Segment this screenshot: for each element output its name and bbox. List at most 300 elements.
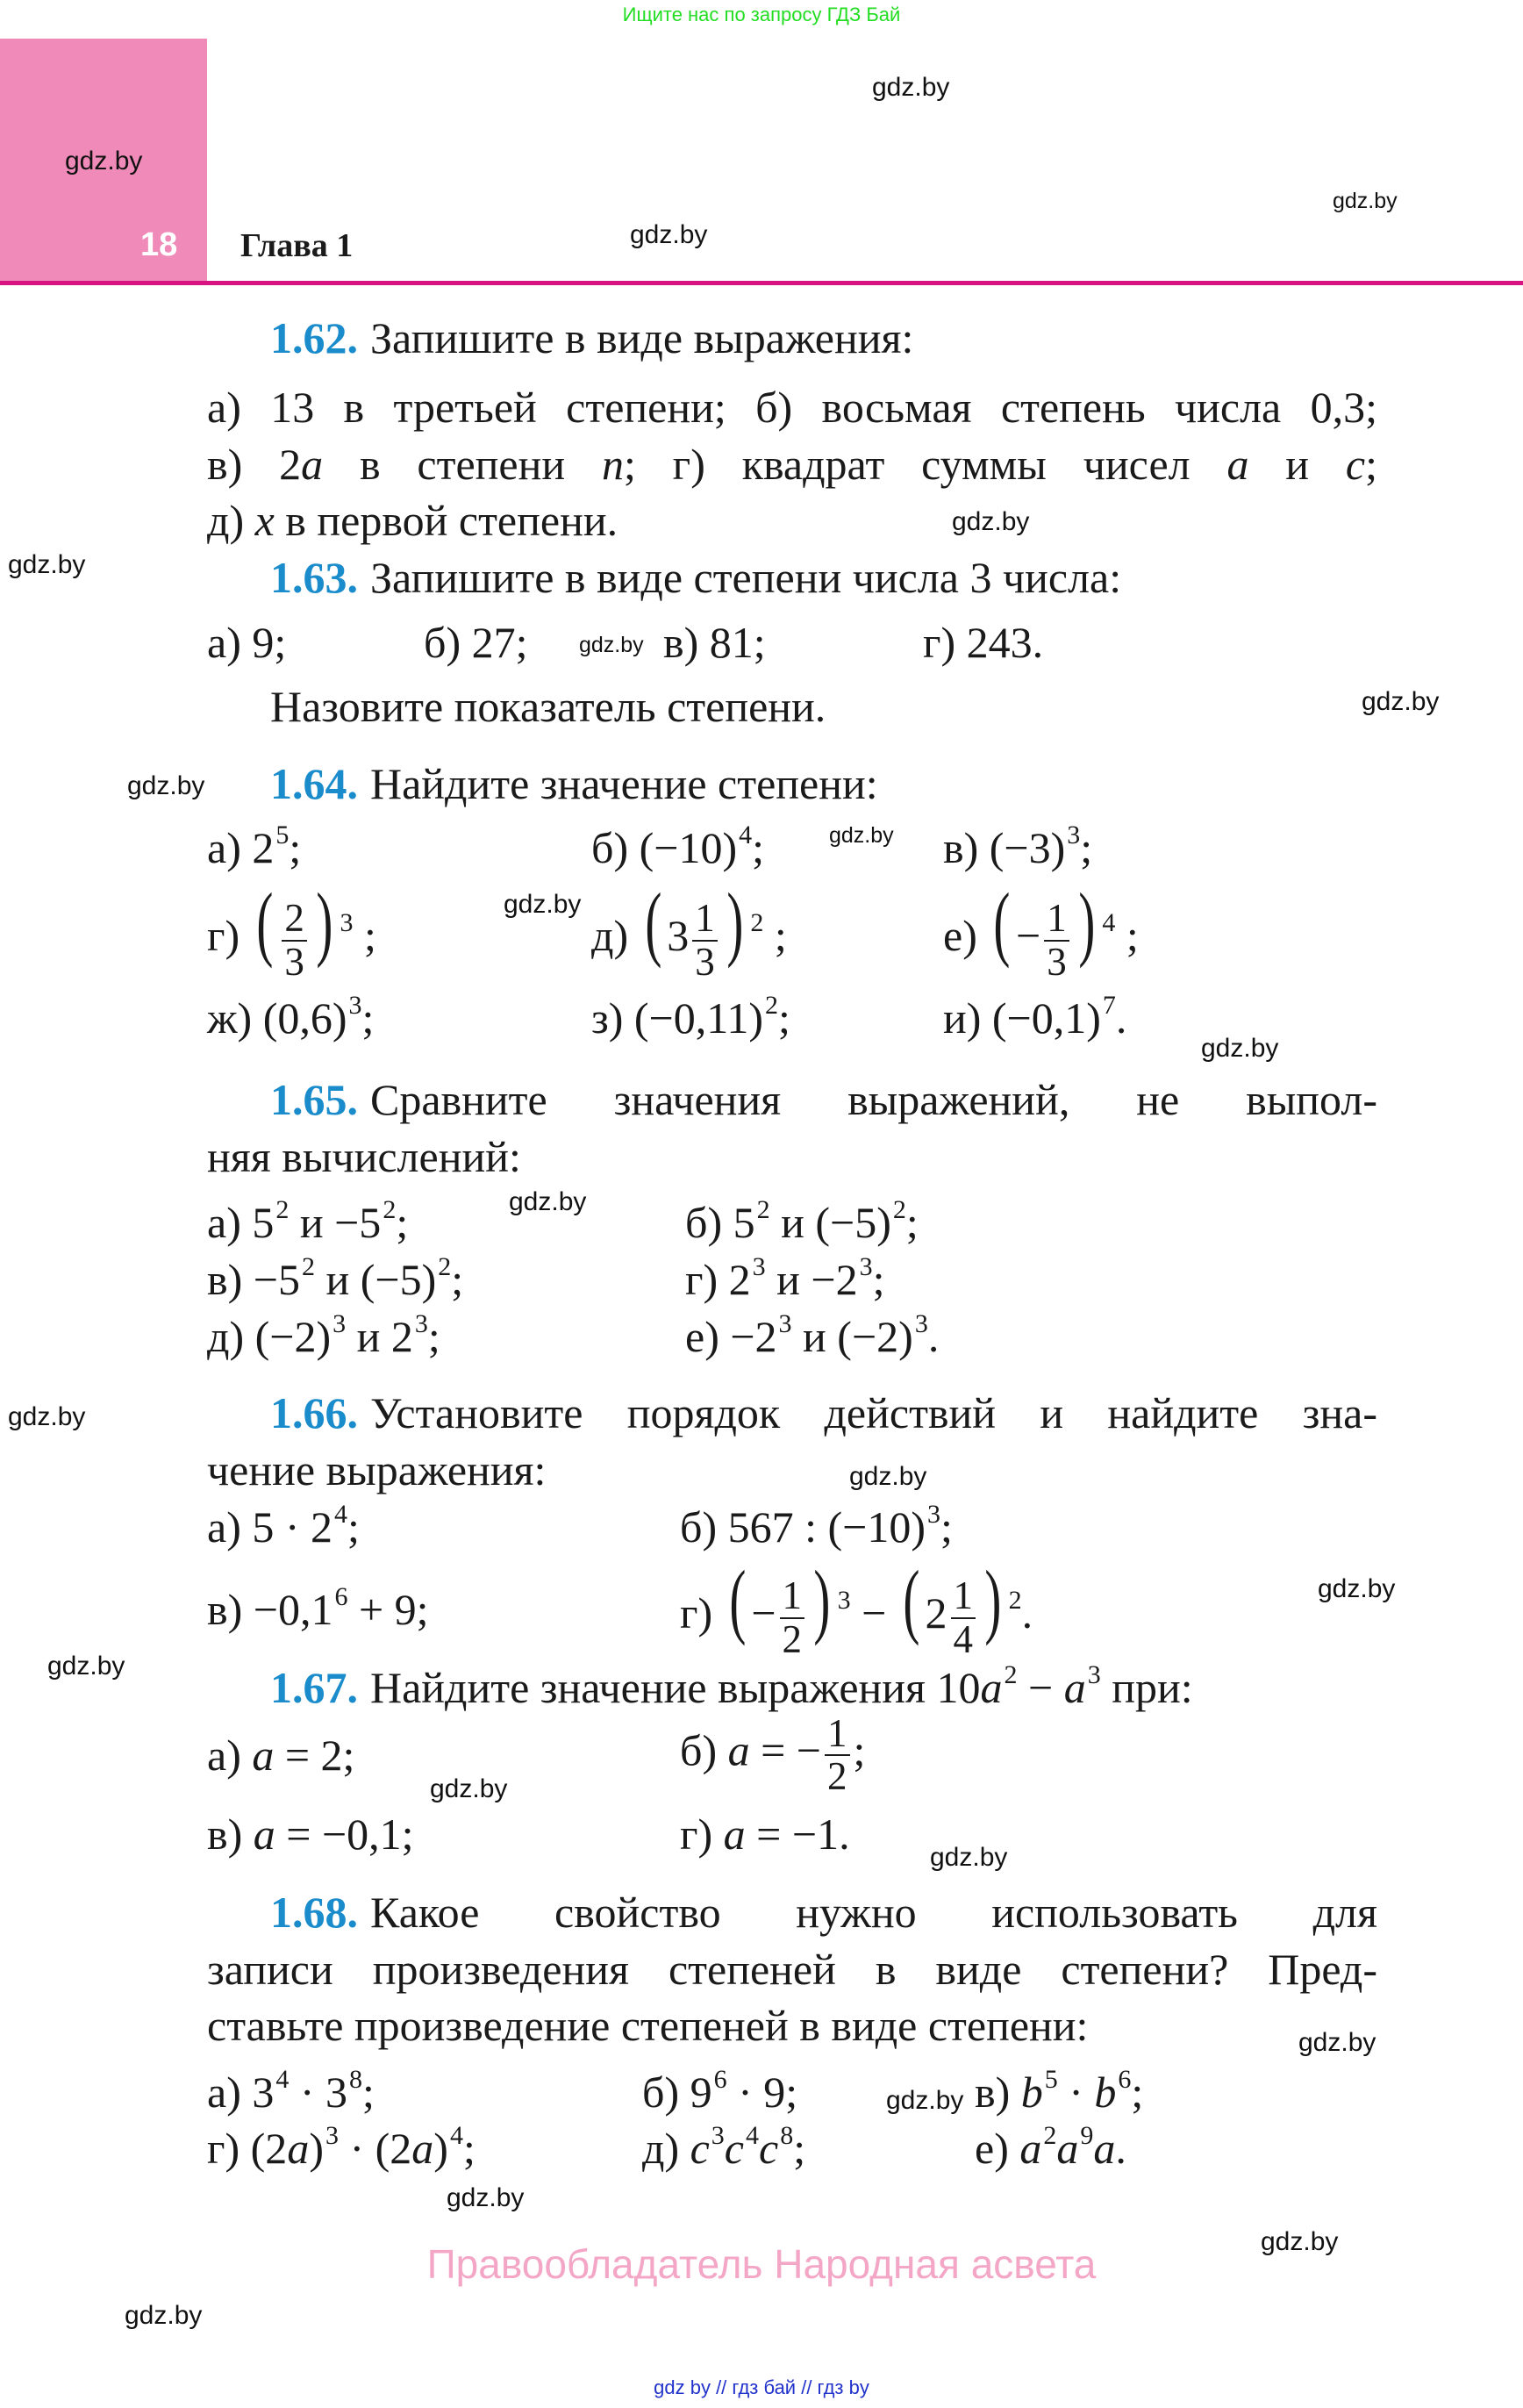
expression — [424, 612, 527, 673]
text-run: е) — [975, 2124, 1020, 2173]
text-run: е) — [943, 911, 989, 961]
text-run: в) — [975, 2068, 1021, 2117]
fraction — [825, 1710, 850, 1798]
exponent: 3 — [340, 907, 354, 937]
exercise-title-cont: няя вычислений: — [207, 1132, 521, 1181]
exponent: 2 — [275, 1194, 290, 1224]
text-run: з) (−0,11) — [591, 993, 764, 1043]
text-run: г) — [680, 1810, 724, 1859]
text-run: ; — [793, 2124, 806, 2173]
text-run: ) — [309, 2124, 324, 2173]
exponent: 2 — [383, 1194, 397, 1224]
text-run: г) — [680, 1588, 724, 1638]
denominator: 3 — [695, 939, 715, 984]
exercise-item — [975, 2118, 1126, 2179]
text-run: ; — [752, 823, 764, 872]
variable: a — [252, 1731, 275, 1780]
exercise-item — [943, 987, 1126, 1049]
exponent: 4 — [1102, 907, 1116, 937]
text-run: . — [1115, 2124, 1126, 2173]
fraction — [692, 898, 718, 983]
text-run: − — [850, 1588, 897, 1638]
expression — [975, 2061, 1143, 2123]
text-run: Найдите значение выражения 10 — [370, 1663, 981, 1712]
parenthesis: ( — [729, 1553, 746, 1647]
expression — [207, 490, 618, 551]
exercise-item — [680, 1496, 953, 1558]
watermark: gdz.by — [1318, 1574, 1396, 1603]
variable: a — [980, 1663, 1003, 1712]
exercise-item — [591, 987, 790, 1049]
exercise-item — [207, 1803, 414, 1865]
text-run: в) (−3) — [943, 823, 1066, 872]
text-run: и — [1248, 440, 1346, 489]
denominator: 3 — [1047, 939, 1067, 984]
fraction — [951, 1575, 976, 1660]
parenthesis: ) — [984, 1553, 1002, 1647]
text-run: и (−5) — [314, 1255, 437, 1304]
watermark: gdz.by — [1362, 687, 1440, 716]
watermark: gdz.by — [47, 1652, 125, 1681]
watermark: gdz.by — [952, 507, 1030, 536]
variable: a — [1063, 1663, 1086, 1712]
exponent: 3 — [926, 1499, 940, 1529]
text-run: ; — [872, 1255, 885, 1304]
page-number: 18 — [140, 226, 178, 263]
text-run: = − — [749, 1725, 821, 1775]
exercise-item — [207, 1306, 440, 1367]
text-run: ; — [396, 1198, 409, 1247]
text-run: ; — [361, 993, 375, 1043]
exponent: 2 — [1004, 1659, 1018, 1689]
text-run: ; — [1131, 2068, 1144, 2117]
parenthesis: ) — [813, 1553, 831, 1647]
text-run: д) — [591, 911, 640, 961]
expression — [207, 2118, 475, 2179]
denominator: 2 — [827, 1754, 847, 1798]
text-run: − — [751, 1588, 776, 1638]
text-run: а) 9; — [207, 618, 287, 667]
exercise-item — [642, 2118, 805, 2179]
text-run: в) −5 — [207, 1255, 300, 1304]
variable: a — [727, 1725, 750, 1775]
exercise-number: 1.68. — [270, 1888, 358, 1937]
text-run: б) 567 : (−10) — [680, 1502, 926, 1552]
text-run: а) 5 · 2 — [207, 1502, 332, 1552]
expression — [685, 1306, 939, 1367]
exponent: 3 — [325, 2120, 339, 2150]
watermark: gdz.by — [127, 771, 205, 800]
exercise-item — [207, 1579, 429, 1640]
copyright-owner: Правообладатель Народная асвета — [426, 2241, 1097, 2287]
text-run: ; — [289, 823, 302, 872]
exercise-item — [943, 876, 1139, 984]
parenthesis: ( — [993, 876, 1011, 970]
text-run: ; — [353, 911, 376, 961]
expression — [591, 876, 787, 984]
exercise-item — [685, 1306, 939, 1367]
exercise-title: Сравните значения выражений, не выпол- — [370, 1075, 1377, 1124]
parenthesis: ) — [316, 876, 333, 970]
exercise-item — [685, 1192, 919, 1253]
exercise-item — [207, 1496, 360, 1558]
expression — [591, 987, 790, 1049]
exponent: 3 — [1087, 1659, 1101, 1689]
variable: a — [411, 2124, 434, 2173]
expression — [685, 1249, 885, 1310]
expression — [370, 1659, 1193, 1712]
exponent: 3 — [332, 1308, 347, 1338]
header-divider — [0, 281, 1523, 285]
exponent: 2 — [756, 1194, 770, 1224]
exercise-item — [591, 876, 787, 984]
text-run: = −1. — [745, 1810, 850, 1859]
watermark: gdz.by — [125, 2301, 203, 2330]
text-run: · 3 — [289, 2068, 347, 2117]
exercise-title: Запишите в виде степени числа 3 числа: — [370, 553, 1122, 602]
watermark: gdz.by — [930, 1843, 1008, 1872]
exercise-line — [207, 434, 1377, 495]
variable: a — [723, 1810, 746, 1859]
text-run: ; — [1080, 823, 1093, 872]
chapter-title: Глава 1 — [240, 227, 354, 264]
exponent: 9 — [1080, 2120, 1094, 2150]
exercise-1-65-heading — [270, 1069, 1377, 1130]
text-run: б) 5 — [685, 1198, 755, 1247]
text-run: ) — [433, 2124, 448, 2173]
expression — [207, 1306, 440, 1367]
exercise-item — [923, 612, 1043, 673]
expression — [207, 876, 376, 984]
text-run: . — [1021, 1588, 1033, 1638]
exercise-item — [975, 2061, 1143, 2123]
watermark: gdz.by — [886, 2086, 964, 2115]
text-run: и) (−0,1) — [943, 993, 1101, 1043]
parenthesis: ) — [726, 876, 744, 970]
exercise-item — [642, 2061, 797, 2123]
text-run: + 9; — [347, 1585, 429, 1634]
exponent: 3 — [752, 1251, 766, 1281]
variable: c — [724, 2124, 744, 2173]
exercise-item — [207, 2061, 375, 2123]
text-run: − — [1017, 1663, 1064, 1712]
exponent: 7 — [1102, 990, 1116, 1020]
text-run: ; — [362, 2068, 375, 2117]
text-run: и −5 — [289, 1198, 382, 1247]
expression — [685, 1192, 919, 1253]
watermark: gdz.by — [504, 890, 582, 919]
exercise-1-62-heading — [0, 307, 1523, 369]
text-run: а) — [207, 1731, 253, 1780]
numerator: 1 — [951, 1575, 976, 1618]
exponent: 6 — [1118, 2064, 1132, 2094]
fraction — [780, 1575, 805, 1660]
exercise-title — [370, 1657, 1193, 1718]
text-run: г) 2 — [685, 1255, 751, 1304]
expression — [207, 1249, 463, 1310]
watermark: gdz.by — [447, 2183, 525, 2212]
exponent: 4 — [275, 2064, 290, 2094]
numerator: 2 — [282, 898, 307, 941]
exponent: 3 — [859, 1251, 873, 1281]
exponent: 8 — [349, 2064, 362, 2094]
exponent: 3 — [914, 1308, 928, 1338]
exponent: 2 — [750, 907, 764, 937]
exercise-item — [207, 1249, 463, 1310]
exponent: 4 — [746, 2120, 759, 2150]
expression — [923, 612, 1043, 673]
text-run: д) (−2) — [207, 1312, 332, 1361]
exponent: 8 — [780, 2120, 794, 2150]
text-run: б) 27; — [424, 618, 528, 667]
numerator: 1 — [780, 1575, 805, 1618]
exercise-item — [680, 1553, 1033, 1661]
variable: a — [1056, 2124, 1079, 2173]
text-run: ; — [427, 1312, 440, 1361]
variable: a — [1019, 2124, 1042, 2173]
expression — [680, 1496, 953, 1558]
variable: c — [690, 2124, 710, 2173]
exponent: 4 — [739, 820, 753, 849]
expression — [680, 1803, 850, 1865]
exercise-item — [207, 612, 286, 673]
exercise-note: Назовите показатель степени. — [270, 682, 826, 731]
text-run: г) 243. — [923, 618, 1044, 667]
exponent: 2 — [1008, 1585, 1022, 1615]
exercise-item — [663, 612, 766, 673]
text-run: ; — [1115, 911, 1139, 961]
exercise-item — [207, 876, 376, 984]
exponent: 5 — [275, 820, 290, 849]
watermark: gdz.by — [430, 1774, 508, 1803]
text-run: · (2 — [338, 2124, 412, 2173]
fraction — [1044, 898, 1069, 983]
text-run: ; — [778, 993, 790, 1043]
expression — [943, 876, 1139, 984]
watermark: gdz.by — [8, 1402, 86, 1431]
expression — [207, 1724, 354, 1786]
exercise-line — [207, 490, 618, 551]
expression — [207, 1192, 408, 1253]
exercise-number: 1.66. — [270, 1388, 358, 1437]
exercise-item — [591, 817, 764, 878]
watermark: gdz.by — [1201, 1034, 1279, 1063]
parenthesis: ( — [256, 876, 273, 970]
exercise-item — [680, 1803, 850, 1865]
expression — [680, 1553, 1033, 1661]
text-run: при: — [1100, 1663, 1193, 1712]
expression — [591, 817, 764, 878]
expression — [207, 2061, 375, 2123]
watermark: gdz.by — [1298, 2028, 1376, 2057]
exercise-number: 1.62. — [270, 313, 358, 362]
watermark: gdz.by — [849, 1462, 927, 1491]
parenthesis: ( — [903, 1553, 920, 1647]
exponent: 5 — [1044, 2064, 1058, 2094]
expression — [207, 987, 374, 1049]
text-run: а) 3 — [207, 2068, 275, 2117]
text-run: г) (2 — [207, 2124, 288, 2173]
text-run: = 2; — [274, 1731, 355, 1780]
watermark: gdz.by — [1261, 2227, 1339, 2256]
text-run: и −2 — [765, 1255, 858, 1304]
exponent: 2 — [765, 990, 779, 1020]
exercise-line — [207, 376, 1377, 438]
exercise-title-cont: чение выражения: — [207, 1445, 547, 1494]
exponent: 3 — [1067, 820, 1081, 849]
variable: x — [254, 496, 275, 545]
fraction — [282, 898, 307, 983]
variable: b — [1094, 2068, 1117, 2117]
variable: a — [287, 2124, 310, 2173]
exponent: 2 — [1043, 2120, 1057, 2150]
text-run: и (−2) — [791, 1312, 913, 1361]
variable: c — [759, 2124, 779, 2173]
parenthesis: ( — [644, 876, 661, 970]
exponent: 6 — [713, 2064, 727, 2094]
text-run: а) 5 — [207, 1198, 275, 1247]
text-run: ; — [1365, 440, 1377, 489]
text-run: г) — [207, 911, 251, 961]
exercise-item — [680, 1710, 866, 1798]
expression — [975, 2118, 1126, 2179]
variable: a — [1093, 2124, 1116, 2173]
expression — [642, 2061, 797, 2123]
text-run: − — [1015, 911, 1041, 961]
expression — [207, 817, 301, 878]
exercise-title: Установите порядок действий и найдите зна- — [370, 1388, 1377, 1437]
text-run: ж) (0,6) — [207, 993, 347, 1043]
exercise-1-64-heading — [0, 753, 1523, 814]
numerator: 1 — [825, 1713, 850, 1756]
text-run: а) 13 в третьей степени; б) восьмая степень числа 0,3; — [207, 383, 1377, 432]
exercise-item — [207, 1724, 354, 1786]
exponent: 3 — [778, 1308, 792, 1338]
text-run: 3 — [667, 911, 690, 961]
expression — [663, 612, 766, 673]
text-run: = −0,1; — [275, 1810, 414, 1859]
text-run: ; г) квадрат суммы чисел — [623, 440, 1227, 489]
expression — [943, 987, 1126, 1049]
watermark: gdz.by — [579, 633, 644, 657]
expression — [943, 817, 1092, 878]
exercise-item — [943, 817, 1092, 878]
text-run: · — [1057, 2068, 1095, 2117]
watermark: gdz.by — [8, 550, 86, 579]
expression — [207, 1803, 414, 1865]
exponent: 3 — [414, 1308, 428, 1338]
watermark: gdz.by — [829, 823, 894, 848]
exercise-number: 1.64. — [270, 759, 358, 808]
watermark: gdz.by — [872, 73, 950, 102]
watermark: gdz.by — [65, 147, 143, 176]
exercise-title: Какое свойство нужно использовать для — [370, 1888, 1377, 1937]
exponent: 6 — [334, 1581, 348, 1611]
parenthesis: ) — [1078, 876, 1095, 970]
exponent: 2 — [438, 1251, 452, 1281]
variable: n — [601, 440, 624, 489]
expression — [207, 1496, 360, 1558]
denominator: 2 — [782, 1616, 803, 1661]
text-run: ; — [763, 911, 787, 961]
exercise-item — [207, 817, 301, 878]
variable: a — [253, 1810, 275, 1859]
exercise-number: 1.63. — [270, 553, 358, 602]
variable: c — [1345, 440, 1366, 489]
text-run: а) 2 — [207, 823, 275, 872]
text-run: б) — [680, 1725, 728, 1775]
text-run: . — [927, 1312, 940, 1361]
exponent: 3 — [348, 990, 362, 1020]
variable: b — [1020, 2068, 1043, 2117]
exercise-title: Найдите значение степени: — [370, 759, 878, 808]
watermark: gdz.by — [1333, 189, 1398, 213]
exponent: 3 — [711, 2120, 725, 2150]
variable: a — [301, 440, 324, 489]
expression — [207, 1579, 429, 1640]
text-run: д) — [642, 2124, 690, 2173]
text-run: и (−5) — [769, 1198, 891, 1247]
text-run: . — [1115, 993, 1127, 1043]
numerator: 1 — [1044, 898, 1069, 941]
text-run: и 2 — [346, 1312, 413, 1361]
exponent: 4 — [334, 1499, 347, 1529]
exercise-number: 1.65. — [270, 1075, 358, 1124]
text-run: в) 81; — [663, 618, 766, 667]
denominator: 4 — [953, 1616, 973, 1661]
exercise-item — [207, 987, 374, 1049]
text-run: в первой степени. — [274, 496, 618, 545]
watermark: gdz.by — [509, 1187, 587, 1216]
search-hint-banner: Ищите нас по запросу ГДЗ Бай — [622, 4, 901, 25]
exercise-title-cont: ставьте произведение степеней в виде степени: — [207, 2001, 1089, 2050]
expression — [207, 612, 286, 673]
text-run: ; — [451, 1255, 464, 1304]
text-run: ; — [853, 1725, 866, 1775]
exercise-number: 1.67. — [270, 1663, 358, 1712]
numerator: 1 — [692, 898, 718, 941]
exercise-item — [207, 1192, 408, 1253]
text-run: д) — [207, 496, 255, 545]
exercise-1-66-heading — [270, 1382, 1377, 1444]
text-run: в степени — [323, 440, 602, 489]
text-run: в) −0,1 — [207, 1585, 333, 1634]
exercise-item — [207, 2118, 475, 2179]
exercise-1-68-heading — [270, 1881, 1377, 1943]
expression — [680, 1710, 866, 1798]
text-run: в) 2 — [207, 440, 302, 489]
text-run: ; — [905, 1198, 919, 1247]
text-run: б) (−10) — [591, 823, 738, 872]
exercise-1-63-heading — [0, 547, 1523, 608]
exercise-1-67-heading — [0, 1657, 1523, 1718]
text-run: б) 9 — [642, 2068, 712, 2117]
text-run: в) — [207, 1810, 254, 1859]
exponent: 2 — [301, 1251, 315, 1281]
text-run: е) −2 — [685, 1312, 777, 1361]
text-run: ; — [940, 1502, 953, 1552]
exponent: 2 — [892, 1194, 906, 1224]
footer-links[interactable]: gdz by // гдз бай // гдз by — [654, 2376, 869, 2398]
exponent: 3 — [837, 1585, 851, 1615]
exercise-title-cont: записи произведения степеней в виде степени? Пред- — [207, 1945, 1377, 1994]
exercise-item — [685, 1249, 885, 1310]
exercise-title: Запишите в виде выражения: — [370, 313, 914, 362]
text-run: ; — [347, 1502, 360, 1552]
variable: a — [1226, 440, 1249, 489]
exercise-item — [424, 612, 527, 673]
text-run: ; — [462, 2124, 475, 2173]
